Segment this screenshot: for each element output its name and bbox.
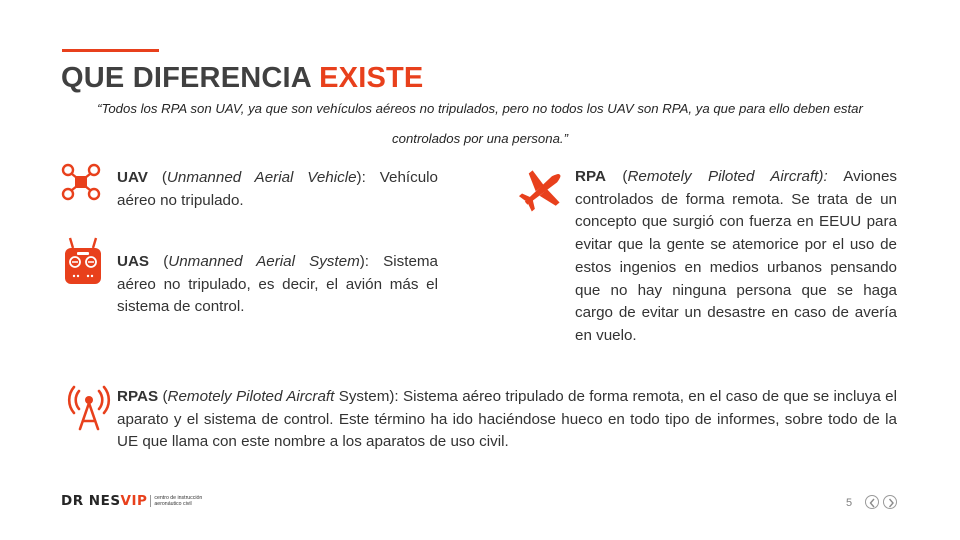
logo-vip: VIP <box>120 493 148 509</box>
uav-text: ): Vehículo aéreo no tripulado. <box>117 169 438 209</box>
rpa-open: ( <box>605 168 628 185</box>
rpa-text: Aviones controlados de forma remota. Se trata de un concepto que surgió con fuerza en EEUU para evitar que la gente se atemorice por el uso de estos ingenios en medios urbanos pensando que no hay ninguna persona que se haga cargo de evitar un desastre en caso de avería en vuelo. <box>575 168 898 344</box>
logo-drones: DR NES <box>61 493 121 509</box>
logo-subtitle-line-1: centro de instrucción <box>154 495 203 501</box>
uav-open: ( <box>147 169 167 186</box>
uas-text: ): Sistema aéreo no tripulado, es decir, el avión más el sistema de control. <box>117 253 439 316</box>
logo-subtitle-line-2: aeronáutico civil <box>154 501 192 507</box>
uas-open: ( <box>149 253 169 270</box>
rpas-definition <box>117 386 897 454</box>
title-accent: EXISTE <box>319 62 424 94</box>
logo-subtitle <box>150 495 202 507</box>
uas-definition <box>117 251 438 319</box>
antenna-tower-icon <box>65 385 113 436</box>
rpa-term: RPA <box>575 168 606 185</box>
chevron-left-icon <box>869 498 877 508</box>
rpas-term: RPAS <box>117 388 159 405</box>
uav-expansion: Unmanned Aerial Vehicle <box>166 169 357 186</box>
logo-wordmark <box>61 493 147 509</box>
rpas-expansion: Remotely Piloted Aircraft <box>167 388 335 405</box>
rpas-text: ): Sistema aéreo tripulado de forma remota, en el caso de que se incluya el aparato y el sistema de control. Este término ha ido haciéndose hueco en todo tipo de informes, sobre todo de la UE que llama con este nombre a los aparatos de uso civil. <box>117 388 897 451</box>
airplane-icon <box>518 166 568 217</box>
uas-expansion: Unmanned Aerial System <box>168 253 360 270</box>
slide-title <box>61 62 423 95</box>
rpa-expansion: Remotely Piloted Aircraft): <box>627 168 828 185</box>
rpas-open: ( <box>158 388 168 405</box>
chevron-right-icon <box>887 498 895 508</box>
title-accent-line <box>62 49 159 52</box>
quote-line-1: “Todos los RPA son UAV, ya que son vehículos aéreos no tripulados, pero no todos los UAV son RPA, ya que para ello deben estar <box>97 101 863 116</box>
rpa-definition <box>575 166 897 348</box>
page-number: 5 <box>846 497 853 509</box>
dronesvip-logo <box>61 493 202 509</box>
uav-definition <box>117 167 438 212</box>
previous-slide-button[interactable] <box>865 495 879 509</box>
quote <box>80 94 880 154</box>
rpas-expansion-system: System <box>334 388 390 405</box>
next-slide-button[interactable] <box>883 495 897 509</box>
drone-icon <box>61 163 101 206</box>
uas-term: UAS <box>117 253 150 270</box>
title-main: QUE DIFERENCIA <box>61 62 320 94</box>
remote-controller-icon <box>63 236 103 291</box>
quote-line-2: controlados por una persona.” <box>392 131 568 146</box>
uav-term: UAV <box>117 169 148 186</box>
